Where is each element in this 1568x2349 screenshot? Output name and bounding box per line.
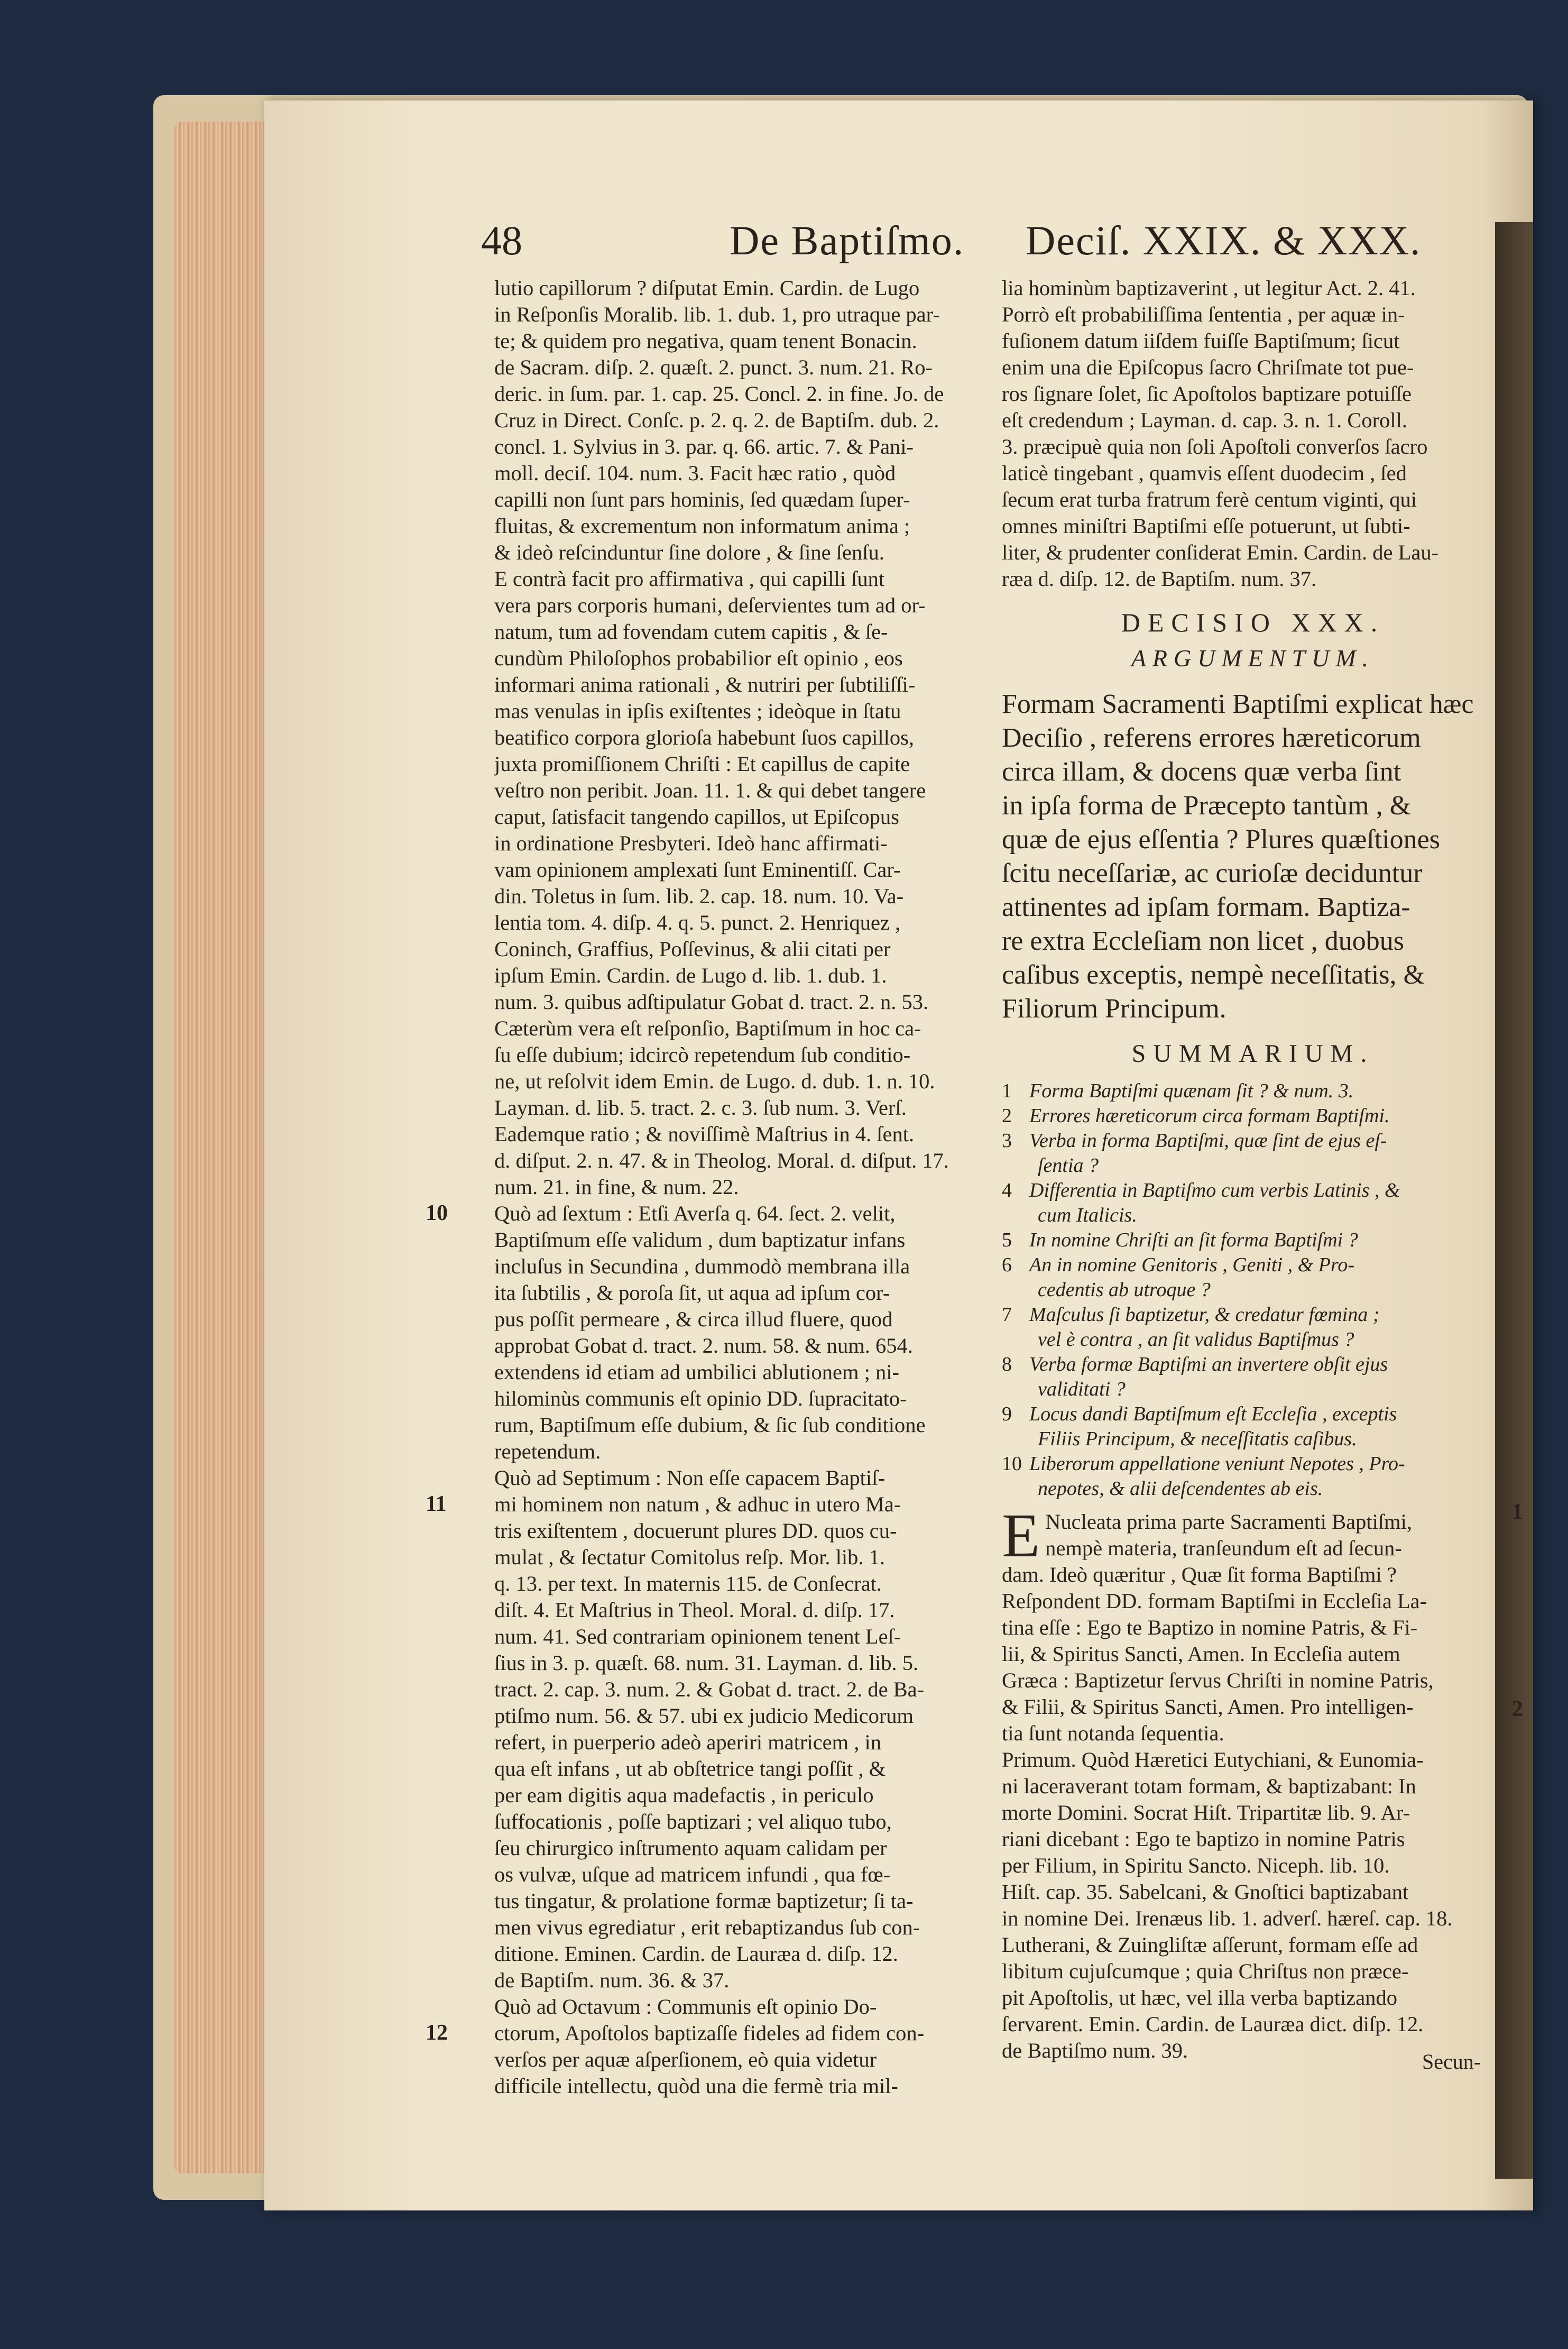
text-line: num. 41. Sed contrariam opinionem tenent Leſ-	[494, 1625, 901, 1648]
text-line: Hiſt. cap. 35. Sabelcani, & Gnoſtici baptizabant	[1002, 1880, 1409, 1904]
summary-number: 8	[1002, 1353, 1012, 1375]
text-line: incluſus in Secundina , dummodò membrana illa	[494, 1254, 910, 1278]
header-decision: Deciſ. XXIX. & XXX.	[1026, 217, 1422, 263]
drop-cap: E	[1002, 1501, 1040, 1570]
summary-text: An in nomine Genitoris , Geniti , & Pro-	[1029, 1254, 1354, 1276]
text-line: 3. præcipuè quia non ſoli Apoſtoli converſos ſacro	[1002, 435, 1428, 458]
text-line: lutio capillorum ? diſputat Emin. Cardin. de Lugo	[494, 276, 920, 300]
text-line: juxta promiſſionem Chriſti : Et capillus de capite	[494, 752, 910, 776]
text-line: fluitas, & excrementum non informatum anima ;	[494, 514, 910, 538]
text-line: difficile intellectu, quòd una die fermè tria mil-	[494, 2074, 898, 2098]
text-line: fuſionem datum iiſdem fuiſſe Baptiſmum; ſicut	[1002, 329, 1400, 353]
summary-text: validitati ?	[1038, 1378, 1126, 1400]
margin-number: 2	[1512, 1697, 1523, 1721]
summary-item	[1002, 1302, 1504, 1327]
text-line: ita ſubtilis , & poroſa ſit, ut aqua ad ipſum cor-	[494, 1281, 890, 1305]
text-line: Layman. d. lib. 5. tract. 2. c. 3. ſub num. 3. Verſ.	[494, 1096, 907, 1120]
summary-item	[1002, 1178, 1504, 1203]
text-line: per Filium, in Spiritu Sancto. Niceph. lib. 10.	[1002, 1853, 1390, 1877]
summary-text: Filiis Principum, & neceſſitatis caſibus.	[1038, 1428, 1357, 1450]
text-line: Eademque ratio ; & noviſſimè Maſtrius in 4. ſent.	[494, 1122, 915, 1146]
text-line: per eam digitis aqua madefactis , in periculo	[494, 1783, 874, 1807]
text-line: informari anima rationali , & nutriri per ſubtiliſſi-	[494, 673, 916, 696]
text-line: hilominùs communis eſt opinio DD. ſupracitato-	[494, 1387, 907, 1410]
text-line: ræa d. diſp. 12. de Baptiſm. num. 37.	[1002, 567, 1317, 591]
text-line: & ideò reſcinduntur ſine dolore , & ſine ſenſu.	[494, 540, 884, 564]
text-line: tia ſunt notanda ſequentia.	[1002, 1721, 1224, 1745]
page-number: 48	[481, 217, 522, 263]
margin-number: 1	[1512, 1500, 1523, 1524]
text-line: Quò ad Septimum : Non eſſe capacem Baptiſ-	[494, 1466, 885, 1490]
summary-text: Forma Baptiſmi quænam ſit ? & num. 3.	[1029, 1080, 1354, 1102]
margin-number: 11	[426, 1492, 447, 1516]
summary-item	[1002, 1228, 1504, 1253]
argumentum-line: attinentes ad ipſam formam. Baptiza-	[1002, 892, 1410, 922]
summary-item	[1002, 1377, 1504, 1402]
text-line: approbat Gobat d. tract. 2. num. 58. & num. 654.	[494, 1334, 913, 1357]
right-column	[1002, 275, 1504, 2064]
summary-number: 4	[1002, 1179, 1012, 1201]
text-line: ni laceraverant totam formam, & baptizabant: In	[1002, 1774, 1416, 1798]
argumentum-line: circa illam, & docens quæ verba ſint	[1002, 757, 1401, 787]
text-line: d. diſput. 2. n. 47. & in Theolog. Moral. d. diſput. 17.	[494, 1149, 949, 1172]
text-line: ctorum, Apoſtolos baptizaſſe fideles ad fidem con-	[494, 2021, 925, 2045]
text-line: ſervarent. Emin. Cardin. de Lauræa dict. diſp. 12.	[1002, 2012, 1424, 2036]
argumentum-line: Formam Sacramenti Baptiſmi explicat hæc	[1002, 689, 1474, 719]
decisio-title: DECISIO XXX.	[1121, 608, 1385, 637]
text-line: Cæterùm vera eſt reſponſio, Baptiſmum in hoc ca-	[494, 1016, 921, 1040]
text-line: ptiſmo num. 56. & 57. ubi ex judicio Medicorum	[494, 1704, 914, 1728]
summary-item	[1002, 1427, 1504, 1452]
text-line: q. 13. per text. In maternis 115. de Conſecrat.	[494, 1572, 882, 1595]
text-line: qua eſt infans , ut ab obſtetrice tangi poſſit , &	[494, 1757, 886, 1781]
text-line: deric. in ſum. par. 1. cap. 25. Concl. 2. in fine. Jo. de	[494, 382, 944, 406]
text-line: enim una die Epiſcopus ſacro Chriſmate tot pue-	[1002, 355, 1414, 379]
argumentum-line: in ipſa forma de Præcepto tantùm , &	[1002, 791, 1412, 821]
summary-text: vel è contra , an ſit validus Baptiſmus ?	[1038, 1328, 1354, 1351]
text-line: de Sacram. diſp. 2. quæſt. 2. punct. 3. num. 21. Ro-	[494, 355, 933, 379]
text-line: vam opinionem amplexati ſunt Eminentiſſ. Car-	[494, 858, 901, 882]
summary-item	[1002, 1452, 1504, 1476]
text-line: ne, ut reſolvit idem Emin. de Lugo. d. dub. 1. n. 10.	[494, 1069, 935, 1093]
text-line: eſt credendum ; Layman. d. cap. 3. n. 1. Coroll.	[1002, 408, 1408, 432]
text-line: cundùm Philoſophos probabilior eſt opinio , eos	[494, 646, 903, 670]
argumentum-line: ſcitu neceſſariæ, ac curioſæ deciduntur	[1002, 858, 1423, 888]
summary-text: ſentia ?	[1038, 1154, 1099, 1177]
text-line: dam. Ideò quæritur , Quæ ſit forma Baptiſmi ?	[1002, 1563, 1397, 1586]
text-line: Nucleata prima parte Sacramenti Baptiſmi,	[1045, 1510, 1412, 1534]
text-line: de Baptiſmo num. 39.	[1002, 2039, 1188, 2062]
argumentum-line: caſibus exceptis, nempè neceſſitatis, &	[1002, 960, 1425, 990]
text-line: num. 21. in fine, & num. 22.	[494, 1175, 739, 1199]
summary-item	[1002, 1153, 1504, 1178]
text-line: refert, in puerperio adeò aperiri matricem , in	[494, 1730, 882, 1754]
text-line: Baptiſmum eſſe validum , dum baptizatur infans	[494, 1228, 906, 1252]
summary-item	[1002, 1079, 1504, 1104]
text-line: tina eſſe : Ego te Baptizo in nomine Patris, & Fi-	[1002, 1616, 1418, 1639]
text-line: num. 3. quibus adſtipulatur Gobat d. tract. 2. n. 53.	[494, 990, 929, 1014]
text-line: ditione. Eminen. Cardin. de Lauræa d. diſp. 12.	[494, 1942, 898, 1966]
text-line: & Filii, & Spiritus Sancti, Amen. Pro intelligen-	[1002, 1695, 1414, 1719]
text-line: caput, ſatisfacit tangendo capillos, ut Epiſcopus	[494, 805, 899, 829]
text-line: ſius in 3. p. quæſt. 68. num. 31. Layman. d. lib. 5.	[494, 1651, 919, 1675]
header-title: De Baptiſmo.	[730, 217, 965, 263]
text-line: Græca : Baptizetur ſervus Chriſti in nomine Patris,	[1002, 1668, 1434, 1692]
text-line: liter, & prudenter conſiderat Emin. Cardin. de Lau-	[1002, 540, 1439, 564]
summary-item	[1002, 1104, 1504, 1128]
text-line: mas venulas in ipſis exiſtentes ; ideòque in ſtatu	[494, 699, 901, 723]
text-line: in ordinatione Presbyteri. Ideò hanc affirmati-	[494, 831, 888, 855]
catchword: Secun-	[1422, 2050, 1481, 2073]
summary-number: 6	[1002, 1254, 1012, 1276]
summarium-title: SUMMARIUM.	[1131, 1040, 1375, 1068]
text-line: Coninch, Graffius, Poſſevinus, & alii citati per	[494, 937, 891, 961]
text-line: mi hominem non natum , & adhuc in utero Ma-	[494, 1492, 901, 1516]
text-line: repetendum.	[494, 1439, 601, 1463]
summarium-list	[1002, 1079, 1504, 1501]
text-line: pus poſſit permeare , & circa illud fluere, quod	[494, 1307, 893, 1331]
text-line: capilli non ſunt pars hominis, ſed quædam ſuper-	[494, 488, 910, 511]
text-line: Quò ad Octavum : Communis eſt opinio Do-	[494, 1995, 877, 2018]
text-line: rum, Baptiſmum eſſe dubium, & ſic ſub conditione	[494, 1413, 926, 1437]
text-line: pit Apoſtolis, ut hæc, vel illa verba baptizando	[1002, 1986, 1397, 2010]
summary-number: 2	[1002, 1105, 1012, 1127]
text-line: ſecum erat turba fratrum ferè centum viginti, qui	[1002, 488, 1417, 511]
summary-text: Verba formæ Baptiſmi an invertere obſit ejus	[1029, 1353, 1388, 1375]
text-line: tract. 2. cap. 3. num. 2. & Gobat d. tract. 2. de Ba-	[494, 1677, 925, 1701]
text-line: verſos per aquæ aſperſionem, eò quia videtur	[494, 2048, 877, 2071]
summary-text: cum Italicis.	[1038, 1204, 1137, 1226]
text-line: din. Toletus in ſum. lib. 2. cap. 18. num. 10. Va-	[494, 884, 904, 908]
text-line: Primum. Quòd Hæretici Eutychiani, & Eunomia-	[1002, 1748, 1424, 1772]
text-line: os vulvæ, uſque ad matricem infundi , qua fœ-	[494, 1862, 891, 1886]
summary-item	[1002, 1278, 1504, 1302]
text-line: mulat , & ſectatur Comitolus reſp. Mor. lib. 1.	[494, 1545, 886, 1569]
argumentum-line: Deciſio , referens errores hæreticorum	[1002, 723, 1421, 753]
summary-text: Differentia in Baptiſmo cum verbis Latinis , &	[1029, 1179, 1400, 1201]
text-line: concl. 1. Sylvius in 3. par. q. 66. artic. 7. & Pani-	[494, 435, 914, 458]
summary-item	[1002, 1352, 1504, 1377]
summary-text: In nomine Chriſti an ſit forma Baptiſmi ?	[1029, 1229, 1358, 1251]
summary-item	[1002, 1476, 1504, 1501]
text-line: vera pars corporis humani, deſervientes tum ad or-	[494, 593, 926, 617]
summary-number: 5	[1002, 1229, 1012, 1251]
body-text	[1002, 1501, 1504, 2064]
summary-text: Liberorum appellatione veniunt Nepotes , Pro-	[1029, 1453, 1405, 1475]
text-line: ſu eſſe dubium; idcircò repetendum ſub conditio-	[494, 1043, 911, 1067]
text-line: ſeu chirurgico inſtrumento aquam calidam per	[494, 1836, 887, 1860]
text-line: de Baptiſm. num. 36. & 37.	[494, 1968, 730, 1992]
text-line: extendens id etiam ad umbilici ablutionem ; ni-	[494, 1360, 899, 1384]
text-line: E contrà facit pro affirmativa , qui capilli ſunt	[494, 567, 885, 591]
text-line: laticè tingebant , quamvis eſſent duodecim , ſed	[1002, 461, 1407, 485]
text-line: Lutherani, & Zuingliſtæ aſſerunt, formam eſſe ad	[1002, 1933, 1418, 1957]
left-column	[494, 275, 973, 2099]
text-line: libitum cujuſcumque ; quia Chriſtus non præce-	[1002, 1959, 1409, 1983]
text-line: natum, tum ad fovendam cutem capitis , & ſe-	[494, 620, 888, 644]
argumentum-line: re extra Eccleſiam non licet , duobus	[1002, 926, 1404, 956]
margin-number: 10	[426, 1201, 448, 1225]
summary-text: Verba in forma Baptiſmi, quæ ſint de ejus eſ-	[1029, 1130, 1387, 1152]
text-line: omnes miniſtri Baptiſmi eſſe potuerunt, ut ſubti-	[1002, 514, 1410, 538]
text-line: in Reſponſis Moralib. lib. 1. dub. 1, pro utraque par-	[494, 302, 940, 326]
text-line: tus tingatur, & prolatione formæ baptizetur; ſi ta-	[494, 1889, 914, 1913]
summary-text: Errores hæreticorum circa formam Baptiſmi.	[1029, 1105, 1390, 1127]
summary-text: cedentis ab utroque ?	[1038, 1279, 1211, 1301]
summary-item	[1002, 1402, 1504, 1427]
running-header	[481, 217, 1568, 280]
summary-item	[1002, 1203, 1504, 1228]
margin-number: 12	[426, 2021, 448, 2045]
text-line: Reſpondent DD. formam Baptiſmi in Eccleſia La-	[1002, 1589, 1427, 1613]
text-line: veſtro non peribit. Joan. 11. 1. & qui debet tangere	[494, 778, 926, 802]
text-line: nempè materia, tranſeundum eſt ad ſecun-	[1045, 1536, 1402, 1560]
summary-number: 9	[1002, 1403, 1012, 1425]
text-line: riani dicebant : Ego te baptizo in nomine Patris	[1002, 1827, 1405, 1851]
argumentum-line: quæ de ejus eſſentia ? Plures quæſtiones	[1002, 824, 1440, 855]
argumentum-title: ARGUMENTUM.	[1131, 645, 1375, 672]
text-line: lia hominùm baptizaverint , ut legitur Act. 2. 41.	[1002, 276, 1416, 300]
text-line: lentia tom. 4. diſp. 4. q. 5. punct. 2. Henriquez ,	[494, 911, 901, 934]
summary-number: 3	[1002, 1130, 1012, 1152]
text-line: Cruz in Direct. Conſc. p. 2. q. 2. de Baptiſm. dub. 2.	[494, 408, 939, 432]
argumentum-text	[1002, 687, 1504, 1026]
summary-item	[1002, 1327, 1504, 1352]
summary-number: 1	[1002, 1080, 1012, 1102]
text-line: ſuffocationis , poſſe baptizari ; vel aliquo tubo,	[494, 1810, 892, 1833]
text-line: diſt. 4. Et Maſtrius in Theol. Moral. d. diſp. 17.	[494, 1598, 895, 1622]
summary-number: 10	[1002, 1453, 1022, 1475]
text-line: te; & quidem pro negativa, quam tenent Bonacin.	[494, 329, 917, 353]
text-line: Porrò eſt probabiliſſima ſententia , per aquæ in-	[1002, 302, 1405, 326]
book-page	[264, 100, 1533, 2210]
text-line: in nomine Dei. Irenæus lib. 1. adverſ. hæreſ. cap. 18.	[1002, 1906, 1453, 1930]
summary-text: Locus dandi Baptiſmum eſt Eccleſia , exceptis	[1029, 1403, 1397, 1425]
right-column-top	[1002, 275, 1504, 592]
text-line: ipſum Emin. Cardin. de Lugo d. lib. 1. dub. 1.	[494, 964, 887, 987]
text-line: tris exiſtentem , docuerunt plures DD. quos cu-	[494, 1519, 897, 1543]
text-line: lii, & Spiritus Sancti, Amen. In Eccleſia autem	[1002, 1642, 1400, 1666]
summary-text: Maſculus ſi baptizetur, & credatur fœmina ;	[1029, 1304, 1380, 1326]
text-line: morte Domini. Socrat Hiſt. Tripartitæ lib. 9. Ar-	[1002, 1801, 1410, 1824]
text-line: beatifico corpora glorioſa habebunt ſuos capillos,	[494, 726, 915, 749]
text-line: men vivus egrediatur , erit rebaptizandus ſub con-	[494, 1915, 920, 1939]
summary-item	[1002, 1253, 1504, 1278]
summary-number: 7	[1002, 1304, 1012, 1326]
text-line: ros ſignare ſolet, ſic Apoſtolos baptizare potuiſſe	[1002, 382, 1412, 406]
argumentum-line: Filiorum Principum.	[1002, 994, 1226, 1024]
summary-text: nepotes, & alii deſcendentes ab eis.	[1038, 1478, 1323, 1500]
text-line: moll. deciſ. 104. num. 3. Facit hæc ratio , quòd	[494, 461, 896, 485]
text-line: Quò ad ſextum : Etſi Averſa q. 64. ſect. 2. velit,	[494, 1201, 896, 1225]
summary-item	[1002, 1128, 1504, 1153]
